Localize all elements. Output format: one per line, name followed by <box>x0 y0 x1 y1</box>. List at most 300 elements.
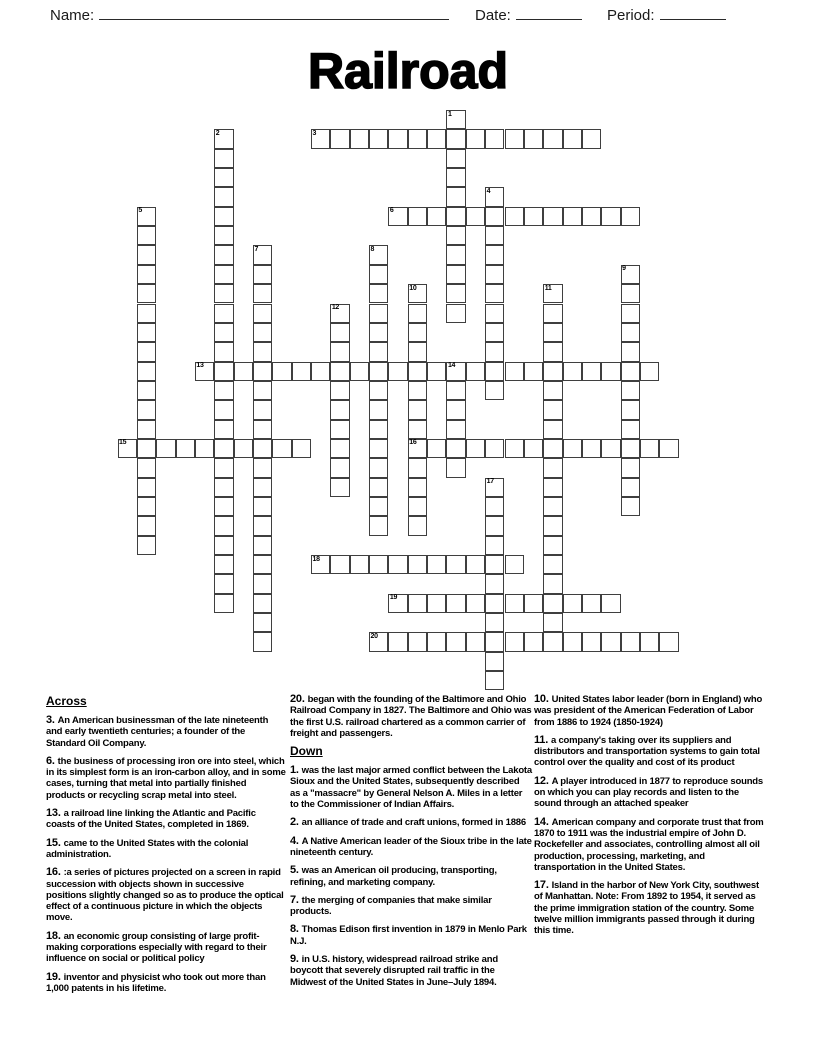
grid-cell[interactable] <box>214 168 233 187</box>
grid-cell[interactable] <box>543 304 562 323</box>
grid-cell[interactable] <box>543 362 562 381</box>
grid-cell[interactable] <box>214 420 233 439</box>
grid-cell[interactable] <box>369 381 388 400</box>
grid-cell[interactable] <box>582 594 601 613</box>
grid-cell[interactable] <box>485 207 504 226</box>
grid-cell[interactable] <box>369 420 388 439</box>
grid-cell[interactable] <box>563 594 582 613</box>
grid-cell[interactable] <box>485 536 504 555</box>
grid-cell[interactable] <box>369 478 388 497</box>
grid-cell[interactable] <box>621 362 640 381</box>
clue-number: 10. <box>534 693 552 705</box>
grid-cell[interactable] <box>214 265 233 284</box>
grid-cell[interactable] <box>621 304 640 323</box>
grid-cell[interactable] <box>137 420 156 439</box>
clue-number: 1. <box>290 764 302 777</box>
grid-cell[interactable] <box>601 207 620 226</box>
grid-cell[interactable] <box>118 439 137 458</box>
grid-cell[interactable] <box>505 129 524 148</box>
grid-cell[interactable] <box>582 632 601 651</box>
grid-cell[interactable] <box>485 304 504 323</box>
grid-cell[interactable] <box>466 129 485 148</box>
grid-cell[interactable] <box>214 129 233 148</box>
grid-cell[interactable] <box>485 245 504 264</box>
grid-cell[interactable] <box>446 594 465 613</box>
grid-cell[interactable] <box>253 245 272 264</box>
grid-cell[interactable] <box>621 207 640 226</box>
grid-cell[interactable] <box>214 362 233 381</box>
grid-cell[interactable] <box>137 245 156 264</box>
grid-cell[interactable] <box>543 207 562 226</box>
grid-cell[interactable] <box>563 362 582 381</box>
grid-cell[interactable] <box>137 439 156 458</box>
grid-cell[interactable] <box>253 284 272 303</box>
grid-cell[interactable] <box>330 342 349 361</box>
grid-cell[interactable] <box>272 362 291 381</box>
clue-text: came to the United States with the colonial administration. <box>46 837 249 860</box>
clue-20 <box>290 694 532 739</box>
grid-cell[interactable] <box>330 129 349 148</box>
grid-cell[interactable] <box>543 420 562 439</box>
grid-cell[interactable] <box>601 362 620 381</box>
grid-cell[interactable] <box>214 555 233 574</box>
grid-cell[interactable] <box>214 323 233 342</box>
grid-cell[interactable] <box>659 632 678 651</box>
grid-cell[interactable] <box>408 342 427 361</box>
grid-cell[interactable] <box>388 555 407 574</box>
grid-cell[interactable] <box>466 594 485 613</box>
grid-cell[interactable] <box>369 323 388 342</box>
grid-cell[interactable] <box>621 420 640 439</box>
grid-cell[interactable] <box>137 342 156 361</box>
grid-cell[interactable] <box>524 632 543 651</box>
grid-cell[interactable] <box>214 284 233 303</box>
grid-cell[interactable] <box>524 362 543 381</box>
grid-cell[interactable] <box>253 478 272 497</box>
grid-cell[interactable] <box>427 439 446 458</box>
grid-cell[interactable] <box>543 129 562 148</box>
grid-cell[interactable] <box>350 555 369 574</box>
grid-cell[interactable] <box>350 362 369 381</box>
period-field-group <box>607 5 726 25</box>
grid-cell[interactable] <box>621 342 640 361</box>
grid-cell[interactable] <box>369 304 388 323</box>
grid-cell[interactable] <box>350 129 369 148</box>
grid-cell[interactable] <box>253 497 272 516</box>
grid-cell[interactable] <box>543 594 562 613</box>
grid-cell[interactable] <box>214 342 233 361</box>
grid-cell[interactable] <box>369 632 388 651</box>
grid-cell[interactable] <box>601 439 620 458</box>
grid-cell[interactable] <box>408 381 427 400</box>
grid-cell[interactable] <box>446 284 465 303</box>
grid-cell[interactable] <box>253 594 272 613</box>
grid-cell[interactable] <box>485 594 504 613</box>
grid-cell[interactable] <box>505 555 524 574</box>
grid-cell[interactable] <box>408 478 427 497</box>
grid-cell[interactable] <box>330 304 349 323</box>
cell-number: 14 <box>447 362 456 370</box>
grid-cell[interactable] <box>582 207 601 226</box>
clue-number: 16. <box>46 866 64 879</box>
grid-cell[interactable] <box>466 362 485 381</box>
grid-cell[interactable] <box>485 478 504 497</box>
grid-cell[interactable] <box>369 284 388 303</box>
grid-cell[interactable] <box>446 168 465 187</box>
grid-cell[interactable] <box>543 478 562 497</box>
grid-cell[interactable] <box>253 613 272 632</box>
clue-number: 13. <box>46 807 64 820</box>
grid-cell[interactable] <box>446 149 465 168</box>
grid-cell[interactable] <box>446 110 465 129</box>
grid-cell[interactable] <box>195 439 214 458</box>
grid-cell[interactable] <box>369 458 388 477</box>
clue-11 <box>534 735 768 769</box>
grid-cell[interactable] <box>369 265 388 284</box>
grid-cell[interactable] <box>543 381 562 400</box>
grid-cell[interactable] <box>446 207 465 226</box>
grid-cell[interactable] <box>195 362 214 381</box>
grid-cell[interactable] <box>408 129 427 148</box>
grid-cell[interactable] <box>563 129 582 148</box>
grid-cell[interactable] <box>408 632 427 651</box>
grid-cell[interactable] <box>137 226 156 245</box>
grid-cell[interactable] <box>524 594 543 613</box>
cell-number: 13 <box>196 362 204 370</box>
grid-cell[interactable] <box>253 516 272 535</box>
grid-cell[interactable] <box>388 129 407 148</box>
grid-cell[interactable] <box>214 497 233 516</box>
grid-cell[interactable] <box>292 439 311 458</box>
grid-cell[interactable] <box>543 555 562 574</box>
grid-cell[interactable] <box>214 245 233 264</box>
grid-cell[interactable] <box>505 439 524 458</box>
grid-cell[interactable] <box>446 555 465 574</box>
grid-cell[interactable] <box>543 632 562 651</box>
grid-cell[interactable] <box>214 149 233 168</box>
grid-cell[interactable] <box>214 439 233 458</box>
grid-cell[interactable] <box>369 362 388 381</box>
grid-cell[interactable] <box>253 420 272 439</box>
grid-cell[interactable] <box>640 632 659 651</box>
grid-cell[interactable] <box>621 478 640 497</box>
grid-cell[interactable] <box>408 304 427 323</box>
grid-cell[interactable] <box>214 594 233 613</box>
grid-cell[interactable] <box>214 304 233 323</box>
clue-text: in U.S. history, widespread railroad strike and boycott that severely disrupted rail traffic in the Midwest of the United States in June–July 1894. <box>290 954 498 988</box>
grid-cell[interactable] <box>408 516 427 535</box>
clue-1 <box>290 765 532 810</box>
grid-cell[interactable] <box>485 323 504 342</box>
grid-cell[interactable] <box>156 439 175 458</box>
clue-text: Island in the harbor of New York City, southwest of Manhattan. Note: From 1892 to 1954, it served as the prime immigration station of the country. Some twelve million immigrants passed through it during this time. <box>534 880 759 937</box>
grid-cell[interactable] <box>543 284 562 303</box>
grid-cell[interactable] <box>621 400 640 419</box>
grid-cell[interactable] <box>214 536 233 555</box>
grid-cell[interactable] <box>524 207 543 226</box>
grid-cell[interactable] <box>563 632 582 651</box>
grid-cell[interactable] <box>330 478 349 497</box>
clue-text: a railroad line linking the Atlantic and Pacific coasts of the United States, completed in 1869. <box>46 808 256 831</box>
grid-cell[interactable] <box>446 129 465 148</box>
grid-cell[interactable] <box>408 555 427 574</box>
grid-cell[interactable] <box>253 362 272 381</box>
grid-cell[interactable] <box>137 381 156 400</box>
grid-cell[interactable] <box>446 245 465 264</box>
grid-cell[interactable] <box>543 439 562 458</box>
grid-cell[interactable] <box>330 381 349 400</box>
grid-cell[interactable] <box>330 323 349 342</box>
grid-cell[interactable] <box>234 362 253 381</box>
grid-cell[interactable] <box>640 439 659 458</box>
grid-cell[interactable] <box>582 129 601 148</box>
grid-cell[interactable] <box>446 420 465 439</box>
grid-cell[interactable] <box>330 400 349 419</box>
grid-cell[interactable] <box>214 458 233 477</box>
grid-cell[interactable] <box>214 574 233 593</box>
grid-cell[interactable] <box>292 362 311 381</box>
grid-cell[interactable] <box>485 129 504 148</box>
grid-cell[interactable] <box>485 555 504 574</box>
grid-cell[interactable] <box>543 497 562 516</box>
grid-cell[interactable] <box>214 187 233 206</box>
grid-cell[interactable] <box>214 381 233 400</box>
grid-cell[interactable] <box>330 439 349 458</box>
grid-cell[interactable] <box>485 613 504 632</box>
cell-number: 12 <box>331 304 340 311</box>
grid-cell[interactable] <box>137 284 156 303</box>
grid-cell[interactable] <box>446 458 465 477</box>
grid-cell[interactable] <box>408 420 427 439</box>
grid-cell[interactable] <box>621 323 640 342</box>
grid-cell[interactable] <box>446 187 465 206</box>
grid-cell[interactable] <box>137 265 156 284</box>
cell-number: 5 <box>138 207 142 215</box>
grid-cell[interactable] <box>214 400 233 419</box>
grid-cell[interactable] <box>137 362 156 381</box>
grid-cell[interactable] <box>330 362 349 381</box>
grid-cell[interactable] <box>505 594 524 613</box>
grid-cell[interactable] <box>408 594 427 613</box>
grid-cell[interactable] <box>466 632 485 651</box>
grid-cell[interactable] <box>485 342 504 361</box>
grid-cell[interactable] <box>137 516 156 535</box>
grid-cell[interactable] <box>137 478 156 497</box>
grid-cell[interactable] <box>543 342 562 361</box>
grid-cell[interactable] <box>446 304 465 323</box>
grid-cell[interactable] <box>543 574 562 593</box>
grid-cell[interactable] <box>485 632 504 651</box>
grid-cell[interactable] <box>485 497 504 516</box>
grid-cell[interactable] <box>543 323 562 342</box>
clue-number: 9. <box>290 953 302 966</box>
grid-cell[interactable] <box>485 652 504 671</box>
grid-cell[interactable] <box>408 284 427 303</box>
grid-cell[interactable] <box>621 439 640 458</box>
grid-cell[interactable] <box>485 226 504 245</box>
grid-cell[interactable] <box>621 381 640 400</box>
cell-number: 8 <box>370 245 375 253</box>
grid-cell[interactable] <box>446 400 465 419</box>
grid-cell[interactable] <box>214 478 233 497</box>
clue-9 <box>290 954 532 988</box>
grid-cell[interactable] <box>427 594 446 613</box>
grid-cell[interactable] <box>330 420 349 439</box>
grid-cell[interactable] <box>408 362 427 381</box>
grid-cell[interactable] <box>408 497 427 516</box>
name-field-group <box>50 5 449 25</box>
grid-cell[interactable] <box>137 323 156 342</box>
grid-cell[interactable] <box>485 265 504 284</box>
grid-cell[interactable] <box>408 439 427 458</box>
grid-cell[interactable] <box>466 207 485 226</box>
grid-cell[interactable] <box>253 536 272 555</box>
grid-cell[interactable] <box>330 555 349 574</box>
period-blank-line[interactable] <box>660 5 726 20</box>
grid-cell[interactable] <box>388 594 407 613</box>
grid-cell[interactable] <box>311 362 330 381</box>
grid-cell[interactable] <box>369 555 388 574</box>
grid-cell[interactable] <box>137 536 156 555</box>
clues-across-heading: Across <box>46 694 87 708</box>
grid-cell[interactable] <box>582 362 601 381</box>
grid-cell[interactable] <box>214 207 233 226</box>
grid-cell[interactable] <box>543 536 562 555</box>
grid-cell[interactable] <box>446 226 465 245</box>
grid-cell[interactable] <box>621 632 640 651</box>
grid-cell[interactable] <box>176 439 195 458</box>
grid-cell[interactable] <box>253 304 272 323</box>
grid-cell[interactable] <box>621 265 640 284</box>
grid-cell[interactable] <box>524 439 543 458</box>
grid-cell[interactable] <box>543 400 562 419</box>
grid-cell[interactable] <box>369 439 388 458</box>
grid-cell[interactable] <box>272 439 291 458</box>
grid-cell[interactable] <box>311 129 330 148</box>
grid-cell[interactable] <box>485 381 504 400</box>
grid-cell[interactable] <box>369 342 388 361</box>
grid-cell[interactable] <box>485 574 504 593</box>
name-blank-line[interactable] <box>99 5 449 20</box>
grid-cell[interactable] <box>485 284 504 303</box>
grid-cell[interactable] <box>408 458 427 477</box>
date-blank-line[interactable] <box>516 5 582 20</box>
cell-number: 2 <box>215 129 220 137</box>
grid-cell[interactable] <box>485 187 504 206</box>
grid-cell[interactable] <box>253 323 272 342</box>
clue-10 <box>534 694 768 728</box>
grid-cell[interactable] <box>253 458 272 477</box>
clue-number: 18. <box>46 929 64 942</box>
grid-cell[interactable] <box>311 555 330 574</box>
grid-cell[interactable] <box>563 207 582 226</box>
grid-cell[interactable] <box>621 284 640 303</box>
grid-cell[interactable] <box>137 207 156 226</box>
clue-number: 7. <box>290 893 302 906</box>
grid-cell[interactable] <box>446 439 465 458</box>
grid-cell[interactable] <box>446 381 465 400</box>
grid-cell[interactable] <box>388 362 407 381</box>
grid-cell[interactable] <box>446 362 465 381</box>
grid-cell[interactable] <box>563 439 582 458</box>
clue-text: was an American oil producing, transporting, refining, and marketing company. <box>290 865 497 888</box>
grid-cell[interactable] <box>524 129 543 148</box>
grid-cell[interactable] <box>408 207 427 226</box>
clue-7 <box>290 895 532 918</box>
grid-cell[interactable] <box>137 497 156 516</box>
grid-cell[interactable] <box>253 265 272 284</box>
grid-cell[interactable] <box>659 439 678 458</box>
clue-text: inventor and physicist who took out more than 1,000 patents in his lifetime. <box>46 971 266 994</box>
grid-cell[interactable] <box>330 458 349 477</box>
grid-cell[interactable] <box>505 632 524 651</box>
grid-cell[interactable] <box>427 362 446 381</box>
grid-cell[interactable] <box>253 439 272 458</box>
grid-cell[interactable] <box>505 207 524 226</box>
grid-cell[interactable] <box>427 207 446 226</box>
grid-cell[interactable] <box>427 129 446 148</box>
grid-cell[interactable] <box>388 632 407 651</box>
grid-cell[interactable] <box>388 207 407 226</box>
grid-cell[interactable] <box>582 439 601 458</box>
grid-cell[interactable] <box>253 632 272 651</box>
grid-cell[interactable] <box>621 458 640 477</box>
grid-cell[interactable] <box>466 439 485 458</box>
cell-number: 18 <box>312 555 320 563</box>
grid-cell[interactable] <box>485 516 504 535</box>
grid-cell[interactable] <box>505 362 524 381</box>
grid-cell[interactable] <box>621 497 640 516</box>
grid-cell[interactable] <box>601 594 620 613</box>
grid-cell[interactable] <box>466 555 485 574</box>
grid-cell[interactable] <box>369 400 388 419</box>
grid-cell[interactable] <box>408 323 427 342</box>
grid-cell[interactable] <box>253 574 272 593</box>
grid-cell[interactable] <box>369 497 388 516</box>
grid-cell[interactable] <box>214 516 233 535</box>
grid-cell[interactable] <box>601 632 620 651</box>
cell-number: 3 <box>312 129 317 137</box>
grid-cell[interactable] <box>214 226 233 245</box>
grid-cell[interactable] <box>408 400 427 419</box>
grid-cell[interactable] <box>543 516 562 535</box>
grid-cell[interactable] <box>485 439 504 458</box>
grid-cell[interactable] <box>369 245 388 264</box>
grid-cell[interactable] <box>253 381 272 400</box>
clue-number: 8. <box>290 923 302 936</box>
grid-cell[interactable] <box>446 265 465 284</box>
grid-cell[interactable] <box>485 671 504 690</box>
grid-cell[interactable] <box>137 400 156 419</box>
grid-cell[interactable] <box>543 458 562 477</box>
grid-cell[interactable] <box>485 362 504 381</box>
grid-cell[interactable] <box>427 632 446 651</box>
grid-cell[interactable] <box>253 555 272 574</box>
grid-cell[interactable] <box>234 439 253 458</box>
grid-cell[interactable] <box>253 400 272 419</box>
grid-cell[interactable] <box>446 632 465 651</box>
grid-cell[interactable] <box>543 613 562 632</box>
cell-number: 1 <box>447 110 452 118</box>
grid-cell[interactable] <box>369 516 388 535</box>
grid-cell[interactable] <box>137 458 156 477</box>
grid-cell[interactable] <box>640 362 659 381</box>
grid-cell[interactable] <box>369 129 388 148</box>
clue-text: began with the founding of the Baltimore and Ohio Railroad Company in 1827. The Baltimore and Ohio was the first U.S. railroad chartered as a common carrier of freight and passengers. <box>290 694 532 739</box>
grid-cell[interactable] <box>137 304 156 323</box>
grid-cell[interactable] <box>253 342 272 361</box>
grid-cell[interactable] <box>427 555 446 574</box>
